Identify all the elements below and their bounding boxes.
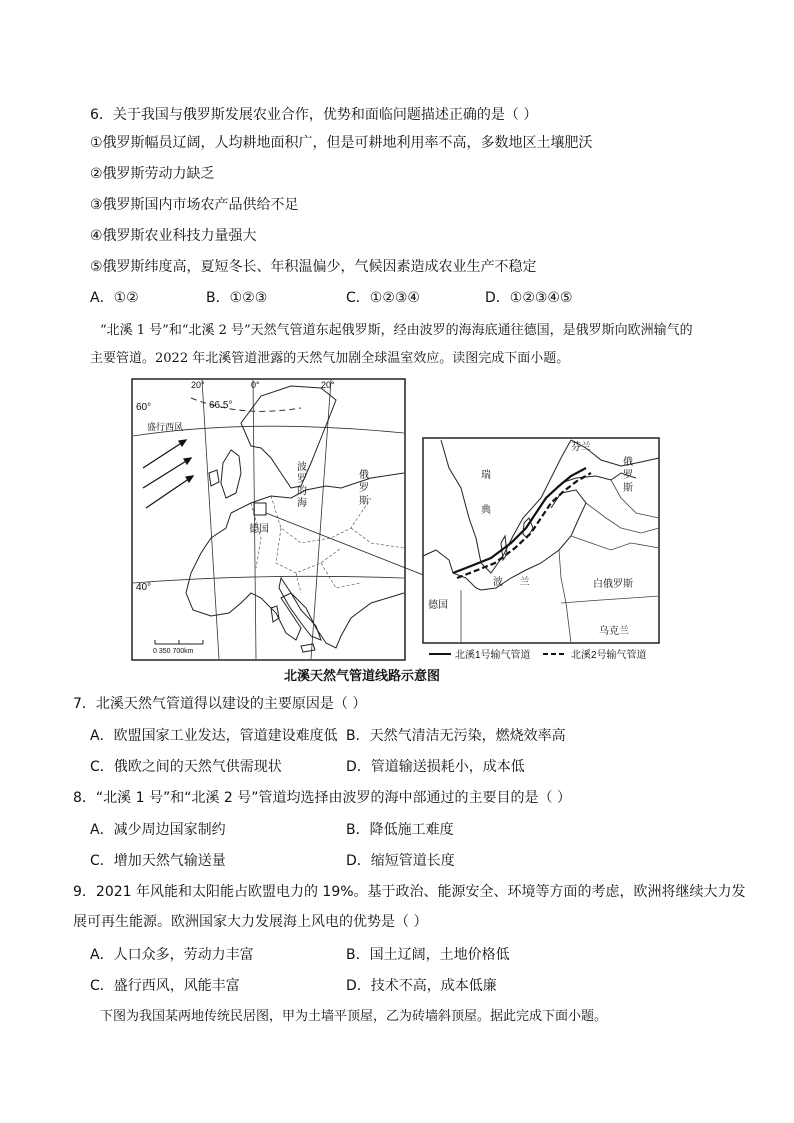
inset-poland-label: 波 兰 <box>493 577 530 588</box>
inset-russia-label-2: 罗 <box>623 470 633 481</box>
q6-item-2: ②俄罗斯劳动力缺乏 <box>90 166 215 182</box>
westerlies-label: 盛行西风 <box>147 422 184 432</box>
q6-item-5: ⑤俄罗斯纬度高，夏短冬长、年积温偏少，气候因素造成农业生产不稳定 <box>90 259 537 275</box>
q8-option-b: B．降低施工难度 <box>346 822 454 838</box>
intro-nordstream-line1: “北溪 1 号”和“北溪 2 号”天然气管道东起俄罗斯，经由波罗的海海底通往德国，是俄罗斯向欧洲输气的 <box>100 323 693 338</box>
q7-stem: 7．北溪天然气管道得以建设的主要原因是（ ） <box>73 696 367 712</box>
q7-option-d: D．管道输送损耗小，成本低 <box>346 759 525 775</box>
inset-russia-label-3: 斯 <box>623 483 633 494</box>
q6-stem: 6．关于我国与俄罗斯发展农业合作，优势和面临问题描述正确的是（ ） <box>90 107 538 123</box>
q8-option-d: D．缩短管道长度 <box>346 853 455 869</box>
q6-item-1: ①俄罗斯幅员辽阔，人均耕地面积广，但是可耕地利用率不高，多数地区土壤肥沃 <box>90 135 593 151</box>
q8-stem: 8．“北溪 1 号”和“北溪 2 号”管道均选择由波罗的海中部通过的主要目的是（ ） <box>73 790 571 806</box>
lon-label-20e: 20° <box>321 380 335 390</box>
arctic-circle-label: 66.5° <box>209 400 233 411</box>
q6-item-4: ④俄罗斯农业科技力量强大 <box>90 228 257 244</box>
europe-overview-map <box>132 379 431 660</box>
q8-option-a: A．减少周边国家制约 <box>90 822 226 838</box>
q9-option-c: C．盛行西风，风能丰富 <box>90 978 240 994</box>
q6-option-c: C．①②③④ <box>346 290 420 306</box>
q7-option-c: C．俄欧之间的天然气供需现状 <box>90 759 282 775</box>
baltic-inset-map <box>423 438 659 661</box>
inset-ukraine-label: 乌克兰 <box>599 626 629 637</box>
scale-label: 0 350 700km <box>153 648 194 655</box>
russia-label-3: 斯 <box>359 496 369 507</box>
q9-option-d: D．技术不高，成本低廉 <box>346 978 497 994</box>
inset-finland-label: 芬兰 <box>571 442 591 453</box>
russia-label-2: 罗 <box>359 483 369 494</box>
intro-dwellings: 下图为我国某两地传统民居图，甲为土墙平顶屋，乙为砖墙斜顶屋。据此完成下面小题。 <box>100 1009 608 1024</box>
germany-label: 德国 <box>249 524 269 535</box>
q6-item-3: ③俄罗斯国内市场农产品供给不足 <box>90 197 299 213</box>
baltic-label-4: 海 <box>297 498 307 509</box>
q6-option-b: B．①②③ <box>206 290 268 306</box>
lon-label-0: 0° <box>251 380 260 390</box>
nord-stream-map <box>131 378 668 663</box>
q7-option-b: B．天然气清洁无污染，燃烧效率高 <box>346 728 566 744</box>
inset-sweden-label-1: 瑞 <box>481 470 491 481</box>
baltic-label-2: 罗 <box>297 474 307 485</box>
inset-belarus-label: 白俄罗斯 <box>593 579 633 590</box>
inset-russia-label-1: 俄 <box>623 457 633 468</box>
intro-nordstream-line2: 主要管道。2022 年北溪管道泄露的天然气加剧全球温室效应。读图完成下面小题。 <box>90 351 570 366</box>
inset-germany-label: 德国 <box>428 600 448 611</box>
q7-option-a: A．欧盟国家工业发达，管道建设难度低 <box>90 728 338 744</box>
legend-nordstream1: 北溪1号输气管道 <box>455 650 531 661</box>
q9-stem-line1: 9．2021 年风能和太阳能占欧盟电力的 19%。基于政治、能源安全、环境等方面的考虑，欧洲将继续大力发 <box>73 884 746 900</box>
legend-nordstream2: 北溪2号输气管道 <box>571 650 647 661</box>
q8-option-c: C．增加天然气输送量 <box>90 853 226 869</box>
q9-stem-line2: 展可再生能源。欧洲国家大力发展海上风电的优势是（ ） <box>73 914 428 930</box>
q9-option-b: B．国土辽阔，土地价格低 <box>346 947 510 963</box>
lat-label-40: 40° <box>136 582 152 593</box>
lat-label-60: 60° <box>136 402 152 413</box>
q6-option-d: D．①②③④⑤ <box>485 290 573 306</box>
lon-label-20w: 20° <box>191 380 205 390</box>
inset-sweden-label-2: 典 <box>481 505 491 516</box>
baltic-label-3: 的 <box>297 486 307 497</box>
russia-label-1: 俄 <box>359 470 369 481</box>
baltic-label-1: 波 <box>297 462 307 473</box>
map-caption: 北溪天然气管道线路示意图 <box>284 669 441 684</box>
q6-option-a: A．①② <box>90 290 139 306</box>
q9-option-a: A．人口众多，劳动力丰富 <box>90 947 254 963</box>
